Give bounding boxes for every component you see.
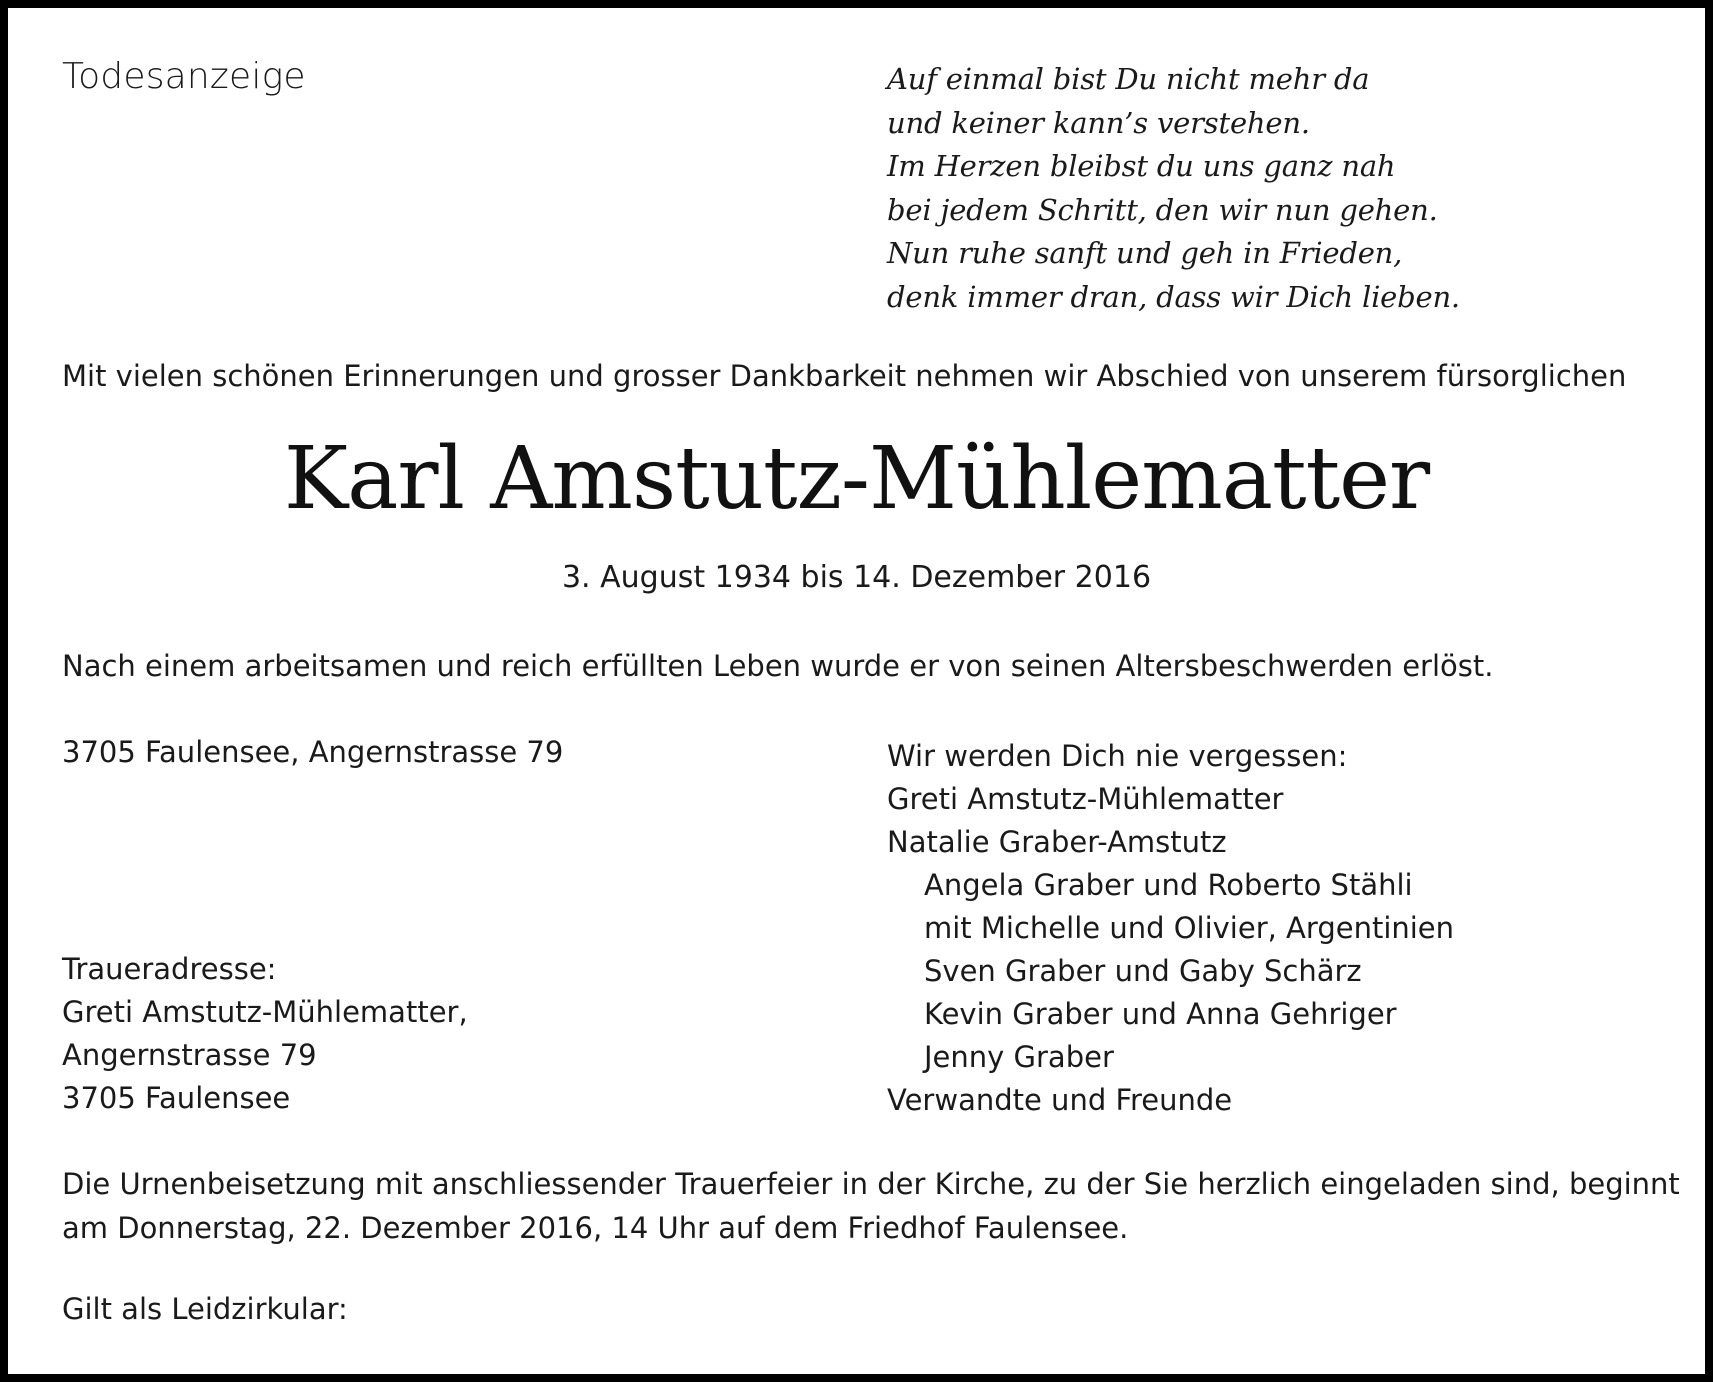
mourning-address-line: Angernstrasse 79 [62, 1038, 317, 1072]
intro-text: Mit vielen schönen Erinnerungen und grosser Dankbarkeit nehmen wir Abschied von unserem fürsorglichen [62, 359, 1627, 393]
deceased-name: Karl Amstutz-Mühlematter [283, 429, 1430, 529]
life-statement: Nach einem arbeitsamen und reich erfüllten Leben wurde er von seinen Altersbeschwerden erlöst. [62, 649, 1494, 683]
family-member: Natalie Graber-Amstutz [887, 825, 1227, 859]
family-member: Jenny Graber [924, 1040, 1114, 1074]
poem-line: Nun ruhe sanft und geh in Frieden, [887, 236, 1403, 270]
circular-note: Gilt als Leidzirkular: [62, 1292, 348, 1326]
poem [887, 58, 1460, 319]
family-member: Greti Amstutz-Mühlematter [887, 782, 1284, 816]
family-heading: Wir werden Dich nie vergessen: [887, 739, 1348, 773]
family-list [887, 735, 1454, 1122]
family-member: Kevin Graber und Anna Gehriger [924, 997, 1397, 1031]
mourning-address-line: 3705 Faulensee [62, 1081, 291, 1115]
home-address: 3705 Faulensee, Angernstrasse 79 [62, 735, 564, 769]
poem-line: und keiner kann’s verstehen. [887, 105, 1310, 140]
family-member: Angela Graber und Roberto Stähli [924, 868, 1413, 902]
poem-line: bei jedem Schritt, den wir nun gehen. [887, 192, 1438, 227]
poem-line: Im Herzen bleibst du uns ganz nah [887, 149, 1396, 183]
mourning-address-label: Traueradresse: [62, 952, 277, 986]
ceremony-line: Die Urnenbeisetzung mit anschliessender Trauerfeier in der Kirche, zu der Sie herzlich eingeladen sind, beginnt [62, 1167, 1680, 1201]
family-member: Sven Graber und Gaby Schärz [924, 954, 1362, 988]
family-member: Verwandte und Freunde [887, 1083, 1233, 1117]
mourning-address-line: Greti Amstutz-Mühlematter, [62, 995, 468, 1029]
poem-line: denk immer dran, dass wir Dich lieben. [887, 279, 1460, 314]
notice-type-label: Todesanzeige [62, 56, 306, 97]
life-dates: 3. August 1934 bis 14. Dezember 2016 [561, 560, 1152, 595]
mourning-address [62, 948, 468, 1120]
ceremony-line: am Donnerstag, 22. Dezember 2016, 14 Uhr auf dem Friedhof Faulensee. [62, 1211, 1129, 1245]
family-member: mit Michelle und Olivier, Argentinien [924, 911, 1455, 945]
ceremony-info [62, 1162, 1680, 1250]
poem-line: Auf einmal bist Du nicht mehr da [887, 62, 1370, 96]
